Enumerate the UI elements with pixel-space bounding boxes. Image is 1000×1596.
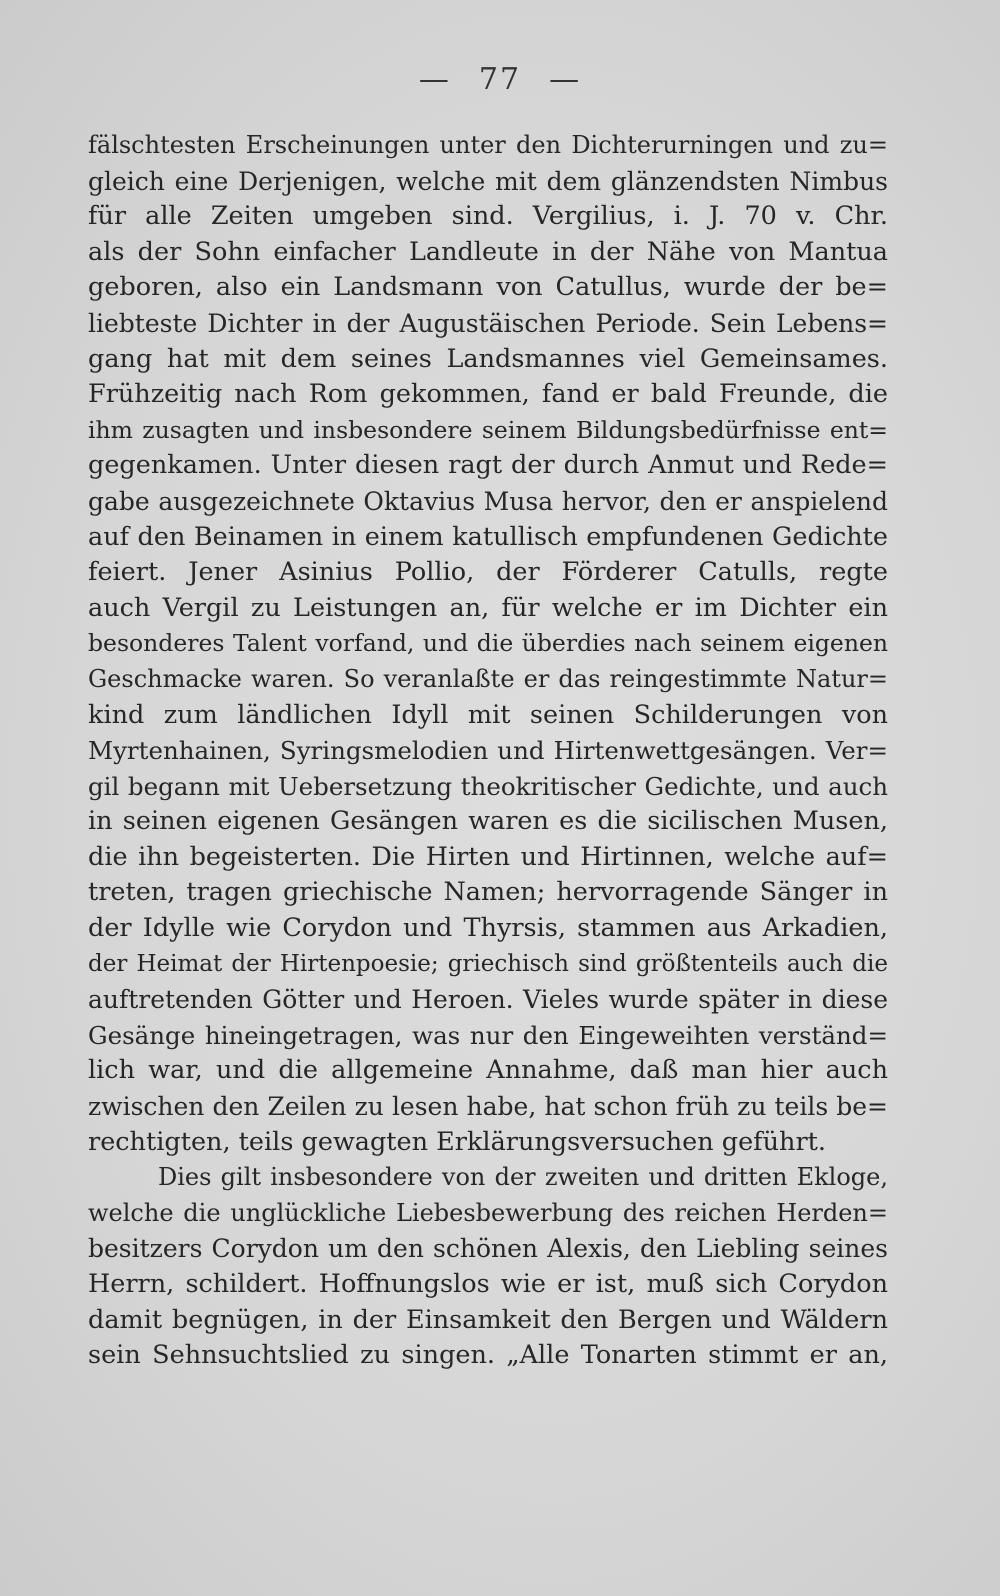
header-dash-right: — <box>549 62 582 97</box>
text-line: Herrn, schildert. Hoffnungslos wie er ist, muß sich Corydon <box>88 1269 888 1299</box>
text-line: besitzers Corydon um den schönen Alexis, den Liebling seines <box>88 1234 888 1264</box>
paragraph-start-line: Dies gilt insbesondere von der zweiten und dritten Ekloge, <box>158 1163 888 1192</box>
text-line: in seinen eigenen Gesängen waren es die sicilischen Musen, <box>88 806 888 837</box>
text-line: besonderes Talent vorfand, und die überdies nach seinem eigenen <box>88 629 888 658</box>
text-line: liebteste Dichter in der Augustäischen Periode. Sein Lebens= <box>88 308 888 338</box>
text-line: gegenkamen. Unter diesen ragt der durch Anmut und Rede= <box>88 450 888 481</box>
text-line: die ihn begeisterten. Die Hirten und Hirtinnen, welche auf= <box>88 841 888 872</box>
text-line: lich war, und die allgemeine Annahme, daß man hier auch <box>88 1055 888 1086</box>
text-line: auftretenden Götter und Heroen. Vieles wurde später in diese <box>88 985 888 1015</box>
text-line: feiert. Jener Asinius Pollio, der Förderer Catulls, regte <box>88 557 888 588</box>
header-dash-left: — <box>418 62 451 97</box>
text-line: auch Vergil zu Leistungen an, für welche er im Dichter ein <box>88 592 888 623</box>
text-line: gil begann mit Uebersetzung theokritischer Gedichte, und auch <box>88 771 888 801</box>
text-line: Geschmacke waren. So veranlaßte er das reingestimmte Natur= <box>88 664 888 693</box>
text-line: damit begnügen, in der Einsamkeit den Bergen und Wäldern <box>88 1304 888 1335</box>
text-line: fälschtesten Erscheinungen unter den Dichterurningen und zu= <box>88 131 888 159</box>
text-line: Myrtenhainen, Syringsmelodien und Hirtenwettgesängen. Ver= <box>88 736 888 766</box>
body-text <box>88 128 888 1374</box>
text-line: gabe ausgezeichnete Oktavius Musa hervor, den er anspielend <box>88 486 888 516</box>
page-number: 77 <box>478 62 522 97</box>
text-line: geboren, also ein Landsmann von Catullus, wurde der be= <box>88 272 888 303</box>
text-line: gleich eine Derjenigen, welche mit dem glänzendsten Nimbus <box>88 166 888 196</box>
text-line: gang hat mit dem seines Landsmannes viel Gemeinsames. <box>88 343 888 374</box>
text-line: welche die unglückliche Liebesbewerbung des reichen Herden= <box>88 1198 888 1227</box>
text-line: ihm zusagten und insbesondere seinem Bildungsbedürfnisse ent= <box>88 415 888 444</box>
text-line: Gesänge hineingetragen, was nur den Eingeweihten verständ= <box>88 1020 888 1050</box>
text-line: für alle Zeiten umgeben sind. Vergilius, i. J. 70 v. Chr. <box>88 201 888 232</box>
text-line: der Idylle wie Corydon und Thyrsis, stammen aus Arkadien, <box>88 913 888 944</box>
page-header <box>0 62 1000 97</box>
text-line: treten, tragen griechische Namen; hervorragende Sänger in <box>88 877 888 908</box>
text-line: rechtigten, teils gewagten Erklärungsversuchen geführt. <box>88 1126 826 1157</box>
text-line: der Heimat der Hirtenpoesie; griechisch sind größtenteils auch die <box>88 950 888 977</box>
text-line: kind zum ländlichen Idyll mit seinen Schilderungen von <box>88 699 888 730</box>
text-line: als der Sohn einfacher Landleute in der Nähe von Mantua <box>88 236 888 267</box>
text-line: Frühzeitig nach Rom gekommen, fand er bald Freunde, die <box>88 379 888 410</box>
text-line: auf den Beinamen in einem katullisch empfundenen Gedichte <box>88 521 888 552</box>
text-line: zwischen den Zeilen zu lesen habe, hat schon früh zu teils be= <box>88 1092 888 1122</box>
text-line: sein Sehnsuchtslied zu singen. „Alle Tonarten stimmt er an, <box>88 1340 888 1371</box>
